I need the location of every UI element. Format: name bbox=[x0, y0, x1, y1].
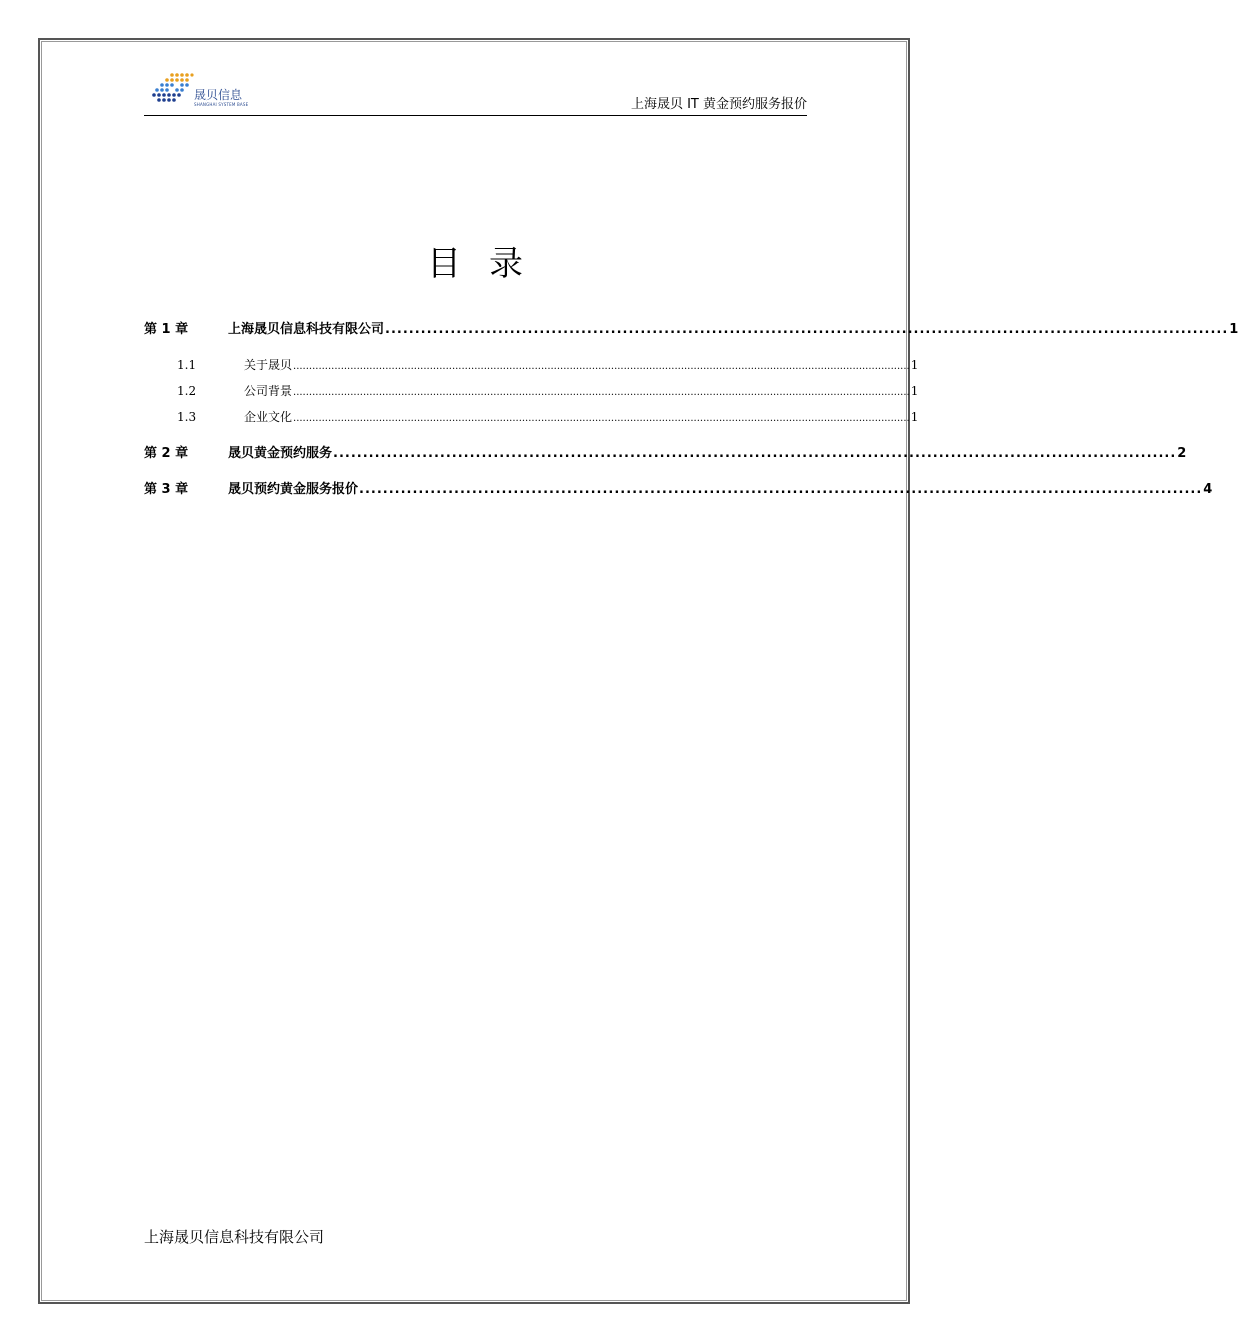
toc-dot-leader: .................................................................................................................................................................................................. bbox=[293, 361, 910, 372]
toc-entry-number: 1.3 bbox=[177, 410, 197, 424]
dot-grid-logo-icon bbox=[150, 70, 194, 106]
toc-entry-chapter-3[interactable] bbox=[144, 478, 1213, 497]
toc-entry-label: 上海晟贝信息科技有限公司 bbox=[228, 322, 385, 337]
toc-dot-leader: .............................................................................................................................................. bbox=[333, 446, 1177, 461]
toc-entry-page: 4 bbox=[1203, 482, 1213, 497]
toc-entry-chapter-1[interactable] bbox=[144, 318, 1238, 337]
toc-dot-leader: .............................................................................................................................................. bbox=[385, 322, 1229, 337]
toc-entry-section-1-1[interactable] bbox=[144, 356, 919, 373]
toc-entry-number: 1.1 bbox=[177, 358, 197, 372]
logo-subtitle: SHANGHAI SYSTEM BASE bbox=[194, 102, 249, 107]
page-header bbox=[144, 66, 807, 116]
toc-entry-section-1-2[interactable] bbox=[144, 382, 919, 399]
toc-entry-chapter-2[interactable] bbox=[144, 442, 1187, 461]
toc-entry-label: 关于晟贝 bbox=[244, 358, 293, 372]
toc-entry-label: 晟贝黄金预约服务 bbox=[228, 446, 333, 461]
toc-entry-section-1-3[interactable] bbox=[144, 408, 919, 425]
footer-company-name: 上海晟贝信息科技有限公司 bbox=[144, 1228, 325, 1246]
toc-entry-page: 1 bbox=[1229, 322, 1238, 337]
logo-name: 晟贝信息 bbox=[194, 88, 243, 102]
toc-entry-number: 1.2 bbox=[177, 384, 197, 398]
toc-title: 目录 bbox=[427, 244, 551, 284]
toc-entry-label: 企业文化 bbox=[244, 410, 293, 424]
toc-dot-leader: .................................................................................................................................................................................................. bbox=[293, 387, 910, 398]
toc-entry-label: 晟贝预约黄金服务报价 bbox=[228, 482, 359, 497]
toc-entry-page: 1 bbox=[910, 358, 919, 372]
toc-entry-label: 公司背景 bbox=[244, 384, 293, 398]
toc-entry-number: 第 2 章 bbox=[144, 446, 189, 461]
toc-entry-number: 第 1 章 bbox=[144, 322, 189, 337]
toc-entry-page: 1 bbox=[910, 410, 919, 424]
toc-entry-page: 2 bbox=[1177, 446, 1187, 461]
company-logo bbox=[150, 70, 250, 110]
toc-dot-leader: .................................................................................................................................................................................................. bbox=[293, 413, 910, 424]
toc-dot-leader: .............................................................................................................................................. bbox=[359, 482, 1203, 497]
toc-entry-page: 1 bbox=[910, 384, 919, 398]
toc-entry-number: 第 3 章 bbox=[144, 482, 189, 497]
page-border bbox=[38, 38, 910, 1304]
header-title: 上海晟贝 IT 黄金预约服务报价 bbox=[630, 97, 807, 112]
